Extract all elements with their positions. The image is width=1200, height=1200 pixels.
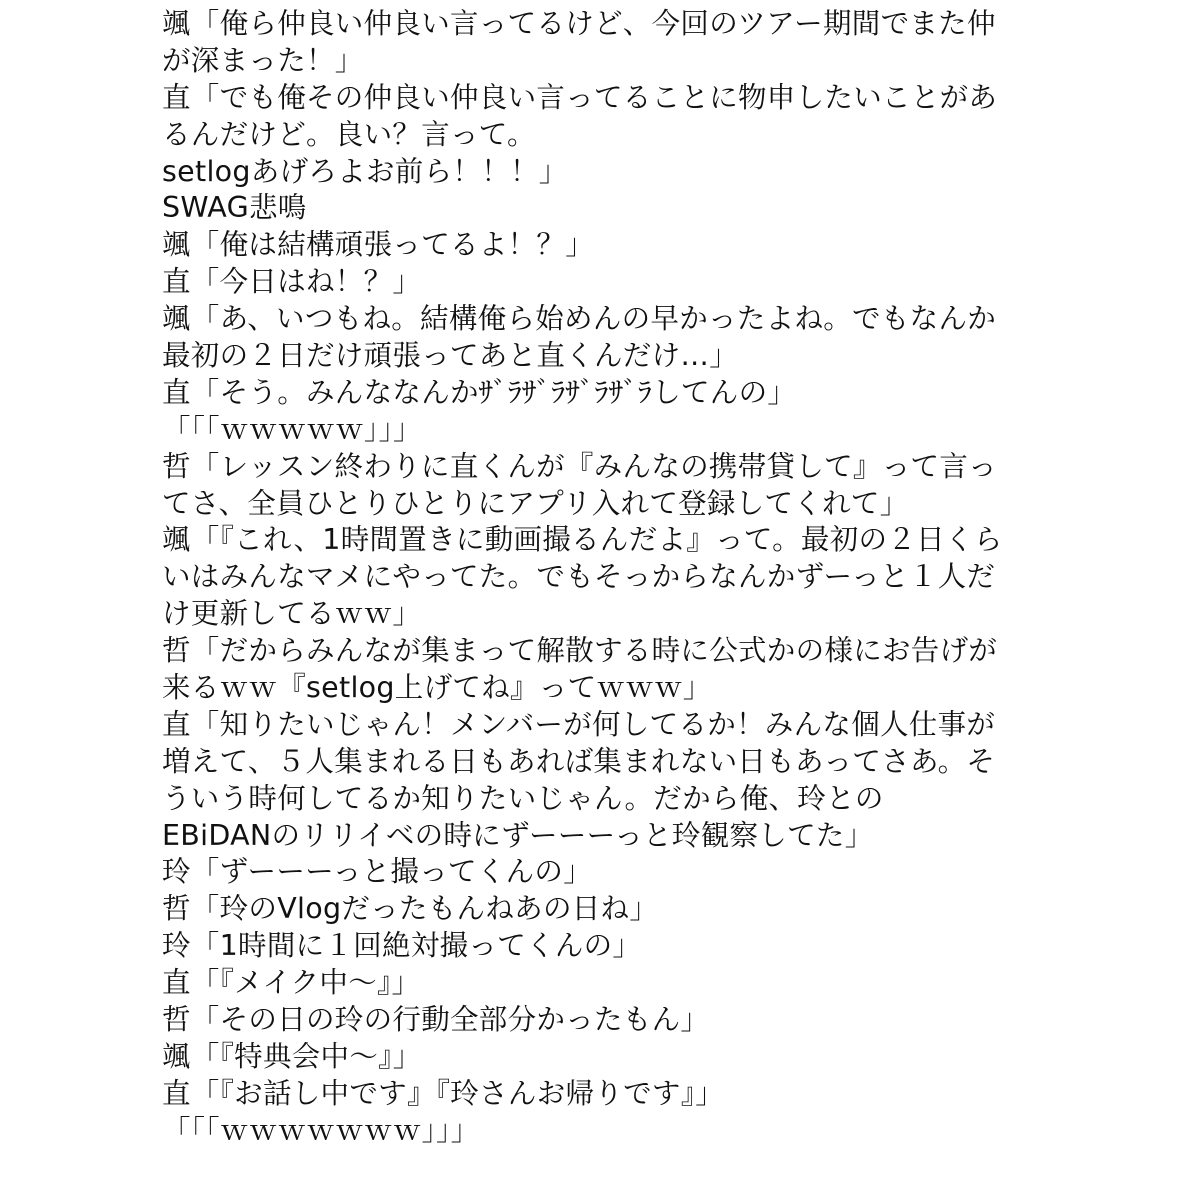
text-line: るんだけど。良い？言って。 xyxy=(162,117,536,151)
text-line: setlogあげろよお前ら！！！」 xyxy=(162,154,568,188)
text-line: ういう時何してるか知りたいじゃん。だから俺、玲との xyxy=(162,781,884,815)
text-line: EBiDANのリリイベの時にずーーーっと玲観察してた」 xyxy=(162,818,874,852)
text-line: 哲「だからみんなが集まって解散する時に公式かの様にお告げが xyxy=(162,634,998,668)
text-line: 増えて、５人集まれる日もあれば集まれない日もあってさあ。そ xyxy=(162,744,996,778)
text-line: 直「今日はね！？」 xyxy=(162,265,422,299)
text-line: 哲「レッスン終わりに直くんが『みんなの携帯貸して』って言っ xyxy=(162,449,997,483)
text-line: が深まった！」 xyxy=(162,43,364,77)
text-line: 玲「1時間に１回絶対撮ってくんの」 xyxy=(162,929,642,963)
text-line: 颯「『これ、1時間置きに動画撮るんだよ』って。最初の２日くら xyxy=(162,523,1003,557)
text-line: SWAG悲鳴 xyxy=(162,191,307,225)
text-line: け更新してるｗｗ」 xyxy=(162,597,422,631)
text-line: 直「『メイク中〜』」 xyxy=(162,966,421,1000)
text-line: てさ、全員ひとりひとりにアプリ入れて登録してくれて」 xyxy=(162,486,909,520)
text-line: 最初の２日だけ頑張ってあと直くんだけ…」 xyxy=(162,339,739,373)
text-line: 直「知りたいじゃん！メンバーが何してるか！みんな個人仕事が xyxy=(162,707,996,741)
text-line: 颯「あ、いつもね。結構俺ら始めんの早かったよね。でもなんか xyxy=(162,302,997,336)
text-line: 哲「その日の玲の行動全部分かったもん」 xyxy=(162,1003,710,1037)
text-line: 直「『お話し中です』『玲さんお帰りです』」 xyxy=(162,1076,725,1110)
text-line: 颯「『特典会中〜』」 xyxy=(162,1039,422,1073)
text-line: 颯「俺は結構頑張ってるよ！？」 xyxy=(162,228,595,262)
text-line: 玲「ずーーーっと撮ってくんの」 xyxy=(162,855,593,889)
text-line: 直「そう。みんななんかｻﾞﾗｻﾞﾗｻﾞﾗｻﾞﾗしてんの」 xyxy=(162,375,797,409)
text-line: 「「「ｗｗｗｗｗｗｗ」」」 xyxy=(162,1113,480,1147)
transcript-text xyxy=(162,6,1042,1150)
text-line: 「「「ｗｗｗｗｗ」」」 xyxy=(162,412,422,446)
text-line: いはみんなマメにやってた。でもそっからなんかずーっと１人だ xyxy=(162,560,996,594)
text-line: 哲「玲のVlogだったもんねあの日ね」 xyxy=(162,892,659,926)
text-line: 颯「俺ら仲良い仲良い言ってるけど、今回のツアー期間でまた仲 xyxy=(162,7,996,40)
text-line: 来るｗｗ『setlog上げてね』ってｗｗｗ」 xyxy=(162,671,712,705)
text-line: 直「でも俺その仲良い仲良い言ってることに物申したいことがあ xyxy=(162,80,998,114)
